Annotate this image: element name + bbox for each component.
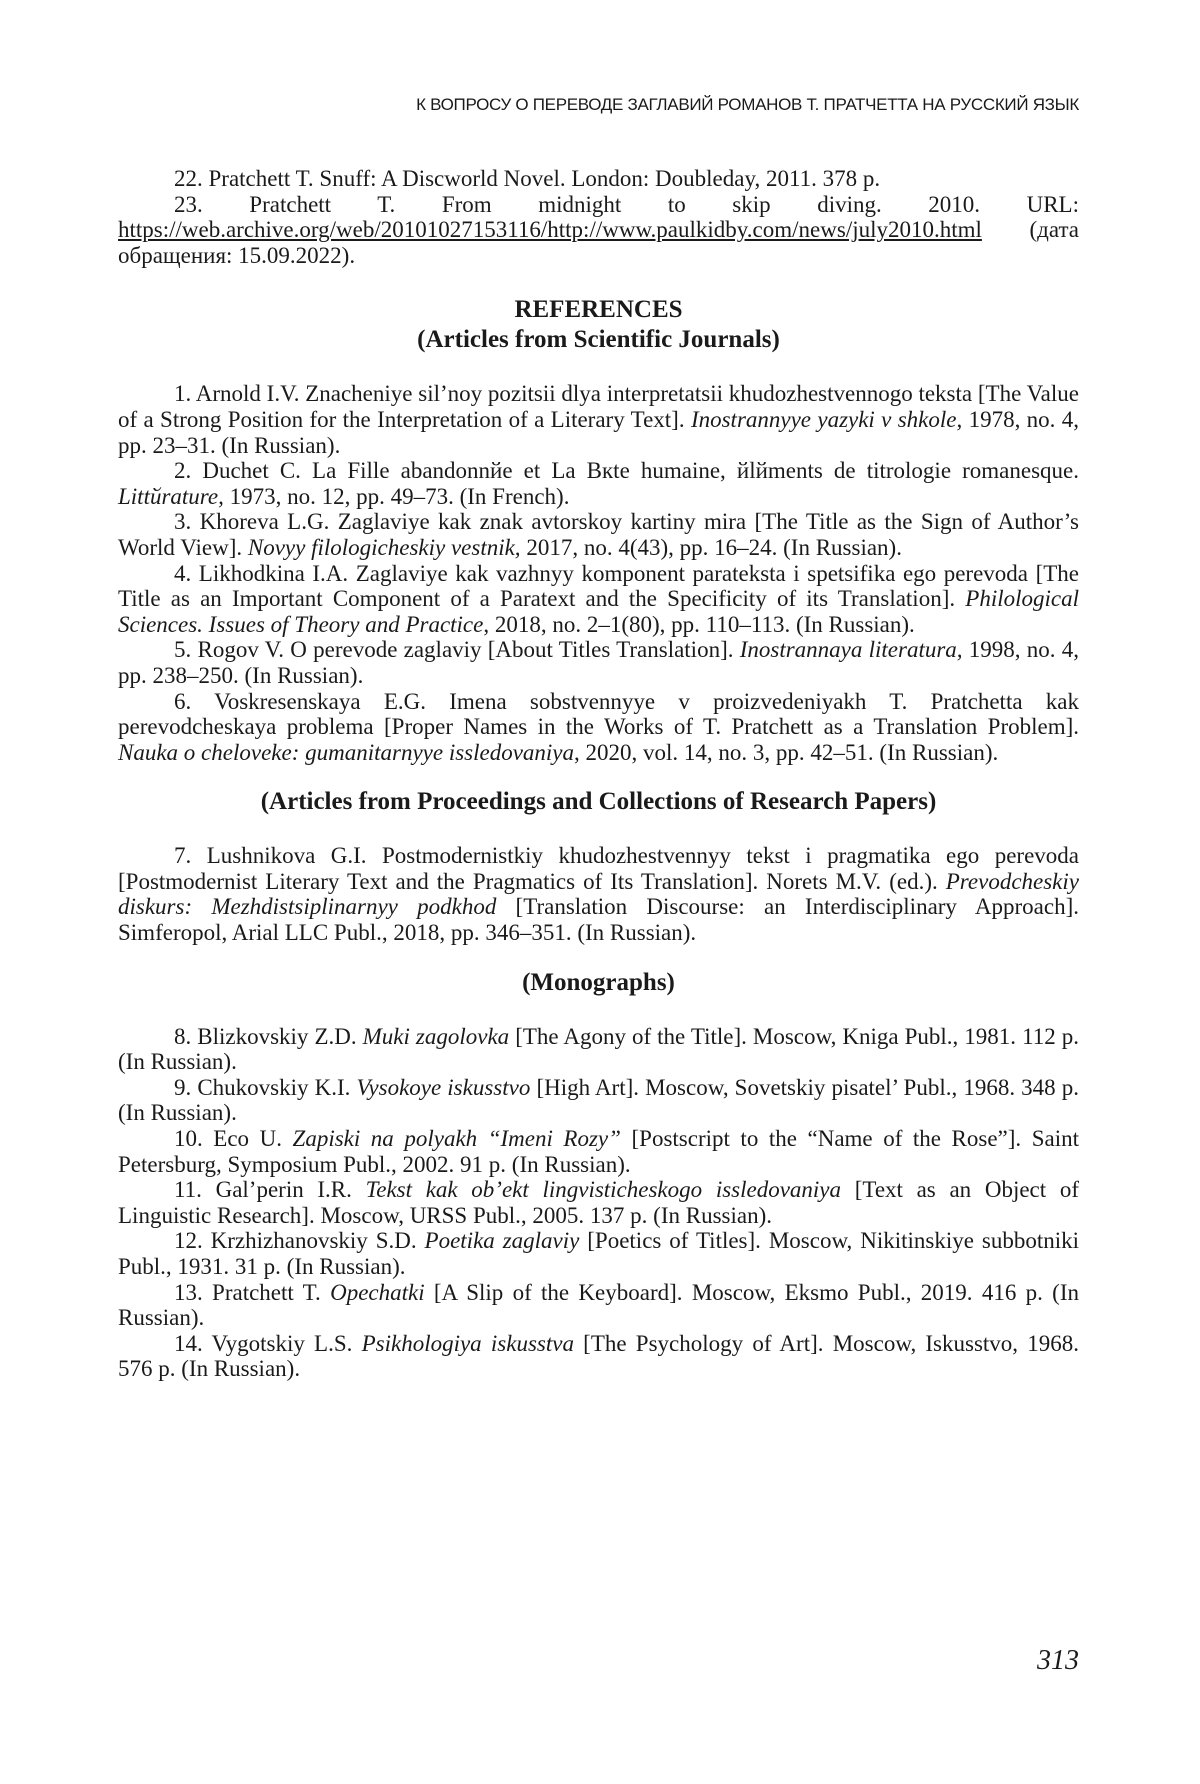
reference-2 bbox=[118, 458, 1079, 509]
ref-source: Prevodcheskiy diskurs: Mezhdistsiplinarnyy podkhod bbox=[118, 868, 1079, 920]
ref-text: 7. Lushnikova G.I. Postmodernistkiy khudozhestvennyy tekst i pragmatika ego perevoda [Postmodernist Literary Text and the Pragmatics of Its Translation]. Norets M.V. (ed.). bbox=[118, 843, 1079, 894]
reference-5 bbox=[118, 637, 1079, 688]
reference-10 bbox=[118, 1126, 1079, 1177]
ref-text: 1978, no. 4, pp. 23–31. (In Russian). bbox=[118, 406, 1080, 458]
ref-text: [High Art]. Moscow, Sovetskiy pisatel’ Publ., 1968. 348 p. (In Russian). bbox=[118, 1074, 1080, 1126]
ref-text: 1. Arnold I.V. Znacheniye sil’noy pozitsii dlya interpretatsii khudozhestvennogo teksta [The Value of a Strong Position for the Interpretation of a Literary Text]. bbox=[118, 381, 1079, 432]
ref-text: 10. Eco U. bbox=[174, 1126, 293, 1152]
ref-text: 2. Duchet C. La Fille abandonnйe et La Bкte humaine, йlйments de titrologie romanesque. bbox=[174, 458, 1079, 484]
ref-source: Muki zagolovka bbox=[362, 1023, 510, 1049]
reference-url-link[interactable]: https://web.archive.org/web/20101027153116/http://www.paulkidby.com/news/july2010.html bbox=[118, 217, 982, 243]
ref-text: 2017, no. 4(43), pp. 16–24. (In Russian). bbox=[520, 534, 902, 560]
reference-3 bbox=[118, 509, 1079, 560]
section-title-proceedings: (Articles from Proceedings and Collections of Research Papers) bbox=[260, 788, 937, 816]
reference-22: 22. Pratchett T. Snuff: A Discworld Novel. London: Doubleday, 2011. 378 p. bbox=[174, 166, 881, 191]
proceedings-reference-list bbox=[118, 843, 1079, 945]
reference-12 bbox=[118, 1228, 1079, 1279]
ref-text: 12. Krzhizhanovskiy S.D. bbox=[174, 1228, 425, 1254]
ref-text: 5. Rogov V. O perevode zaglaviy [About Titles Translation]. bbox=[174, 637, 740, 663]
ref-text: 11. Gal’perin I.R. bbox=[174, 1177, 366, 1203]
ref-source: Opechatki bbox=[330, 1279, 425, 1305]
monograph-reference-list bbox=[118, 1024, 1079, 1382]
reference-14 bbox=[118, 1331, 1079, 1382]
ref-source: Inostrannyye yazyki v shkole, bbox=[690, 406, 963, 432]
ref-source: Poetika zaglaviy bbox=[424, 1228, 580, 1254]
ref-text: , 2020, vol. 14, no. 3, pp. 42–51. (In Russian). bbox=[574, 739, 999, 765]
ref-text: (дата обращения: 15.09.2022). bbox=[118, 217, 1079, 268]
ref-text: 14. Vygotskiy L.S. bbox=[174, 1330, 362, 1356]
section-title-monographs: (Monographs) bbox=[522, 968, 675, 996]
ref-text: [A Slip of the Keyboard]. Moscow, Eksmo Publ., 2019. 416 p. (In Russian). bbox=[118, 1279, 1079, 1331]
ref-source: Zapiski na polyakh “Imeni Rozy” bbox=[292, 1126, 621, 1152]
article-body bbox=[118, 166, 1079, 1382]
ref-text: [Postscript to the “Name of the Rose”]. Saint Petersburg, Symposium Publ., 2002. 91 p. (In Russian). bbox=[118, 1126, 1079, 1177]
reference-6 bbox=[118, 689, 1079, 766]
running-head: К ВОПРОСУ О ПЕРЕВОДЕ ЗАГЛАВИЙ РОМАНОВ Т. ПРАТЧЕТТА НА РУССКИЙ ЯЗЫК bbox=[416, 95, 1079, 114]
journal-reference-list bbox=[118, 381, 1079, 765]
ref-text: [The Agony of the Title]. Moscow, Kniga Publ., 1981. 112 p. (In Russian). bbox=[118, 1023, 1079, 1075]
ref-text: 23. Pratchett T. From midnight to skip diving. 2010. URL: bbox=[174, 191, 1079, 217]
ref-text: 1998, no. 4, pp. 238–250. (In Russian). bbox=[118, 637, 1079, 688]
reference-9 bbox=[118, 1075, 1079, 1126]
ref-source: Philological Sciences. Issues of Theory and Practice bbox=[118, 586, 1079, 637]
ref-text: 8. Blizkovskiy Z.D. bbox=[174, 1023, 363, 1049]
ref-source: Psikhologiya iskusstva bbox=[361, 1330, 574, 1356]
ref-text: 13. Pratchett T. bbox=[174, 1279, 331, 1305]
ref-source: Vysokoye iskusstvo bbox=[356, 1074, 531, 1100]
ref-text: 1973, no. 12, pp. 49–73. (In French). bbox=[223, 483, 570, 509]
reference-8 bbox=[118, 1024, 1079, 1075]
reference-11 bbox=[118, 1177, 1079, 1228]
ref-text: [Poetics of Titles]. Moscow, Nikitinskiye subbotniki Publ., 1931. 31 p. (In Russian). bbox=[118, 1228, 1079, 1279]
reference-4 bbox=[118, 561, 1079, 638]
ref-text: [Translation Discourse: an Interdisciplinary Approach]. Simferopol, Arial LLC Publ., 2018, pp. 346–351. (In Russian). bbox=[118, 894, 1079, 946]
ref-text: [The Psychology of Art]. Moscow, Iskusstvo, 1968. 576 p. (In Russian). bbox=[118, 1330, 1080, 1382]
references-heading: REFERENCES bbox=[514, 296, 683, 324]
reference-23 bbox=[118, 192, 1079, 269]
page bbox=[118, 0, 1079, 1784]
ref-source: Tekst kak ob’ekt lingvisticheskogo issledovaniya bbox=[365, 1177, 842, 1203]
section-title-journals: (Articles from Scientific Journals) bbox=[417, 326, 780, 354]
reference-1 bbox=[118, 381, 1079, 458]
ref-source: Inostrannaya literatura, bbox=[739, 637, 963, 663]
page-number: 313 bbox=[1037, 1645, 1079, 1676]
ref-text: 6. Voskresenskaya E.G. Imena sobstvennyye v proizvedeniyakh T. Pratchetta kak perevodcheskaya problema [Proper Names in the Works of T. Pratchett as a Translation Problem]. bbox=[118, 688, 1079, 740]
ref-text: , 2018, no. 2–1(80), pp. 110–113. (In Russian). bbox=[483, 611, 915, 637]
reference-7 bbox=[118, 843, 1079, 945]
reference-13 bbox=[118, 1280, 1079, 1331]
ref-text: 9. Chukovskiy K.I. bbox=[174, 1074, 357, 1100]
ref-text: 4. Likhodkina I.A. Zaglaviye kak vazhnyy komponent parateksta i spetsifika ego perevoda [The Title as an Important Component of a Paratext and the Specificity of its Translation]. bbox=[118, 560, 1079, 612]
ref-text: 3. Khoreva L.G. Zaglaviye kak znak avtorskoy kartiny mira [The Title as the Sign of Author’s World View]. bbox=[118, 509, 1079, 560]
ref-source: Nauka o cheloveke: gumanitarnyye issledovaniya bbox=[118, 739, 575, 765]
ref-text: [Text as an Object of Linguistic Research]. Moscow, URSS Publ., 2005. 137 p. (In Russian). bbox=[118, 1177, 1079, 1228]
ref-source: Littйrature, bbox=[118, 483, 224, 509]
ref-source: Novyy filologicheskiy vestnik, bbox=[247, 534, 521, 560]
